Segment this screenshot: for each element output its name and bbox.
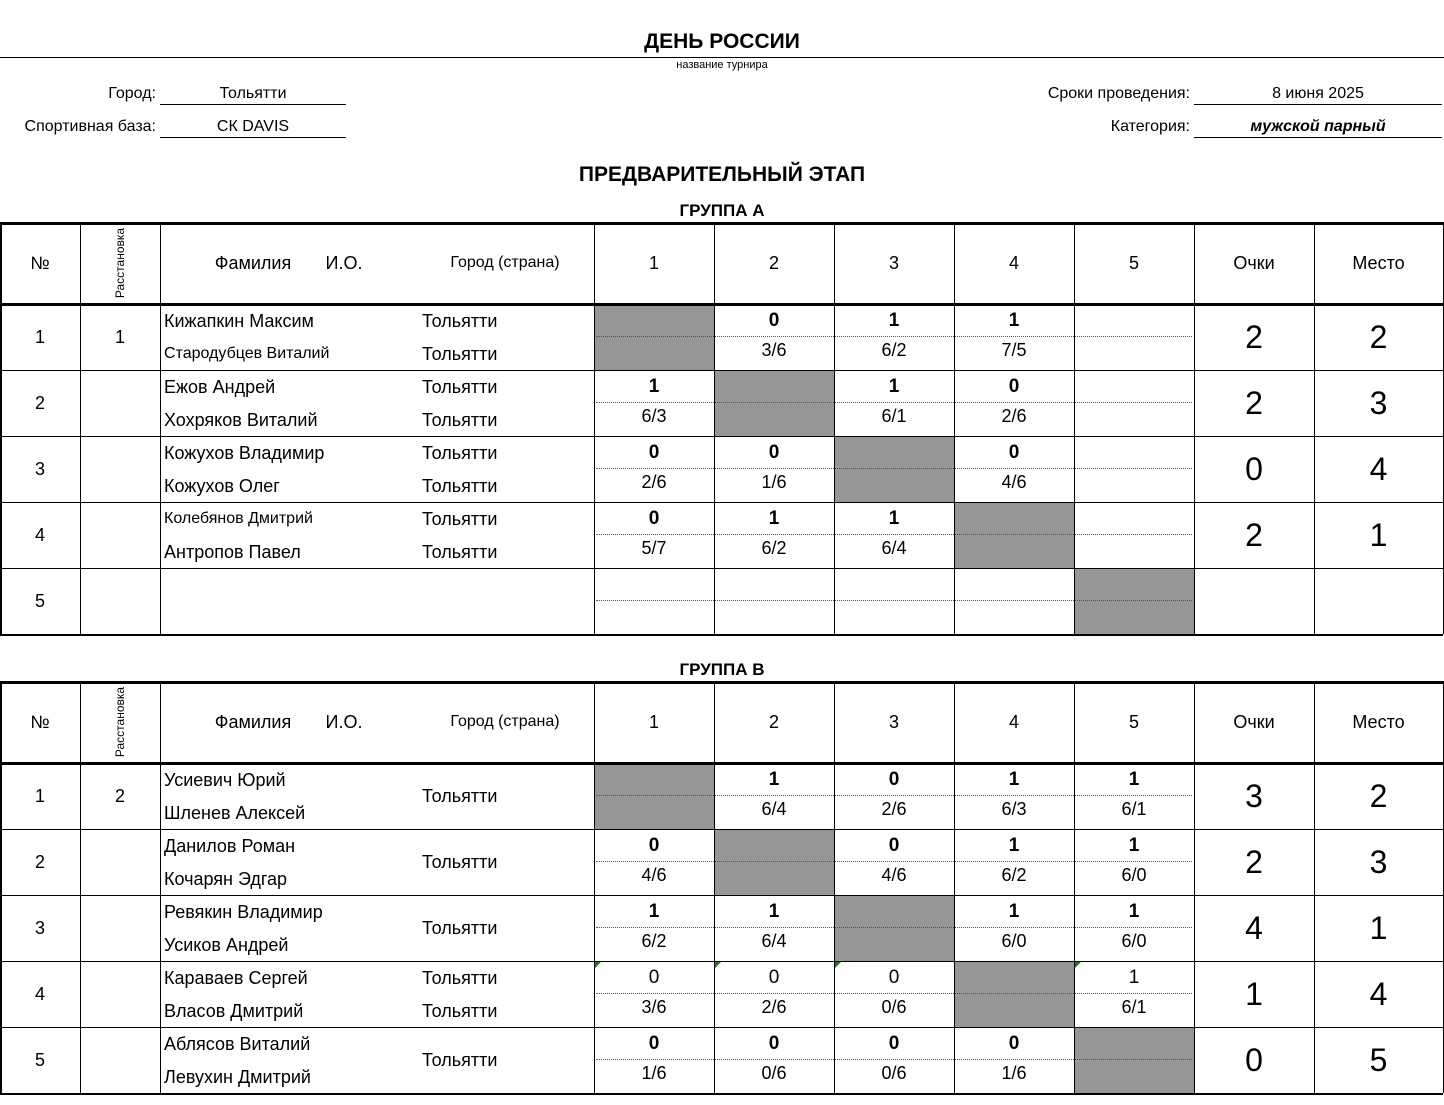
- column-divider: [160, 681, 161, 1093]
- player-2-city: Тольятти: [422, 476, 498, 496]
- match-win-flag: 1: [1128, 967, 1140, 988]
- player-2-name: Левухин Дмитрий: [164, 1067, 311, 1087]
- match-score: 6/0: [1001, 931, 1027, 951]
- row-seed: [80, 436, 160, 502]
- match-win-flag: 0: [1008, 442, 1020, 463]
- row-points: [1194, 568, 1314, 634]
- result-divider: [596, 795, 1192, 796]
- match-win-flag: 1: [1128, 901, 1140, 922]
- player-2-name: Шленев Алексей: [164, 803, 306, 823]
- row-number: 5: [34, 1049, 45, 1070]
- match-score: 7/5: [1001, 340, 1027, 360]
- player-1-city: Тольятти: [422, 377, 498, 397]
- match-score: 0/6: [881, 1063, 907, 1083]
- match-score: 1/6: [641, 1063, 667, 1083]
- col-opponent-header: 5: [1128, 252, 1139, 273]
- match-win-flag: 0: [648, 442, 660, 463]
- result-divider: [596, 600, 1192, 601]
- player-1-name: Кижапкин Максим: [164, 311, 314, 331]
- result-divider: [596, 993, 1192, 994]
- self-match-cell: [834, 895, 954, 961]
- player-1-name: Усиевич Юрий: [164, 770, 286, 790]
- player-1-city: Тольятти: [422, 443, 498, 463]
- cell-comment-marker: [1075, 962, 1081, 968]
- match-score: 6/1: [881, 406, 907, 426]
- match-win-flag: 1: [1128, 835, 1140, 856]
- match-score: 6/2: [881, 340, 907, 360]
- player-2-city: Тольятти: [422, 1001, 498, 1021]
- match-win-flag: 0: [888, 769, 900, 790]
- row-place: 1: [1369, 909, 1388, 946]
- player-1-name: Ревякин Владимир: [164, 902, 323, 922]
- base-label: Спортивная база:: [24, 118, 156, 135]
- col-surname-header: Фамилия: [214, 252, 292, 273]
- match-score: 2/6: [1001, 406, 1027, 426]
- col-opponent-header: 3: [888, 711, 899, 732]
- match-win-flag: 0: [1008, 1033, 1020, 1054]
- match-score: 1/6: [1001, 1063, 1027, 1083]
- match-score: 6/1: [1121, 997, 1147, 1017]
- category-label: Категория:: [1110, 118, 1190, 135]
- row-points: 0: [1245, 450, 1263, 487]
- base-value: СК DAVIS: [160, 117, 346, 138]
- match-win-flag: 0: [768, 310, 780, 331]
- match-score: 4/6: [1001, 472, 1027, 492]
- player-2-name: Кочарян Эдгар: [164, 869, 288, 889]
- match-score: 6/4: [761, 931, 787, 951]
- cell-comment-marker: [595, 962, 601, 968]
- match-score: 3/6: [761, 340, 787, 360]
- player-2-name: Власов Дмитрий: [164, 1001, 304, 1021]
- group-b-title: ГРУППА В: [679, 660, 765, 679]
- player-2-city: Тольятти: [422, 410, 498, 430]
- match-win-flag: 0: [648, 1033, 660, 1054]
- match-score: 1/6: [761, 472, 787, 492]
- match-score: 3/6: [641, 997, 667, 1017]
- row-seed: [80, 895, 160, 961]
- match-win-flag: 1: [1128, 769, 1140, 790]
- col-opponent-header: 1: [648, 252, 659, 273]
- cell-comment-marker: [715, 962, 721, 968]
- self-match-cell: [714, 370, 834, 436]
- row-place: [1314, 568, 1443, 634]
- match-score: 6/3: [1001, 799, 1027, 819]
- col-opponent-header: 4: [1008, 711, 1019, 732]
- pair-city: Тольятти: [422, 918, 498, 938]
- self-match-cell: [594, 304, 714, 370]
- row-seed: [80, 829, 160, 895]
- tournament-title: ДЕНЬ РОССИИ: [644, 30, 800, 53]
- dates-label: Сроки проведения:: [1047, 85, 1190, 102]
- player-2-name: Хохряков Виталий: [164, 410, 318, 430]
- match-win-flag: 0: [768, 1033, 780, 1054]
- match-score: 0/6: [881, 997, 907, 1017]
- row-number: 1: [34, 326, 45, 347]
- col-surname-header: Фамилия: [214, 711, 292, 732]
- row-points: 2: [1245, 516, 1263, 553]
- row-seed: [80, 502, 160, 568]
- match-win-flag: 0: [768, 967, 780, 988]
- row-number: 4: [34, 524, 45, 545]
- row-place: 1: [1369, 516, 1388, 553]
- row-points: 2: [1245, 384, 1263, 421]
- col-points-header: Очки: [1233, 252, 1275, 273]
- column-divider: [160, 222, 161, 634]
- row-number: 4: [34, 983, 45, 1004]
- match-win-flag: 0: [888, 835, 900, 856]
- self-match-cell: [834, 436, 954, 502]
- title-underline: [0, 57, 1444, 58]
- player-1-city: Тольятти: [422, 968, 498, 988]
- col-opponent-header: 4: [1008, 252, 1019, 273]
- result-divider: [596, 927, 1192, 928]
- player-1-name: Кожухов Владимир: [164, 443, 325, 463]
- match-win-flag: 1: [888, 310, 900, 331]
- col-opponent-header: 3: [888, 252, 899, 273]
- col-num-header: №: [30, 252, 50, 273]
- result-divider: [596, 336, 1192, 337]
- row-seed: [80, 961, 160, 1027]
- match-win-flag: 1: [1008, 835, 1020, 856]
- row-points: 3: [1245, 777, 1263, 814]
- match-score: 6/2: [761, 538, 787, 558]
- row-seed: 2: [114, 785, 125, 806]
- match-score: 6/0: [1121, 931, 1147, 951]
- match-win-flag: 0: [648, 835, 660, 856]
- table-bottom-border: [0, 1093, 1443, 1095]
- match-score: 0/6: [761, 1063, 787, 1083]
- match-score: 2/6: [761, 997, 787, 1017]
- col-seed-header: Расстановка: [113, 686, 127, 758]
- row-number: 2: [34, 851, 45, 872]
- player-1-name: Колебянов Дмитрий: [164, 510, 313, 527]
- match-score: 6/1: [1121, 799, 1147, 819]
- match-win-flag: 0: [888, 967, 900, 988]
- self-match-cell: [594, 763, 714, 829]
- col-place-header: Место: [1352, 711, 1405, 732]
- col-points-header: Очки: [1233, 711, 1275, 732]
- player-1-name: Данилов Роман: [164, 836, 296, 856]
- row-seed: [80, 370, 160, 436]
- row-number: 2: [34, 392, 45, 413]
- row-place: 3: [1369, 843, 1388, 880]
- match-score: 2/6: [641, 472, 667, 492]
- match-win-flag: 1: [1008, 310, 1020, 331]
- col-seed-header: Расстановка: [113, 227, 127, 299]
- row-points: 0: [1245, 1041, 1263, 1078]
- col-initials-header: И.О.: [325, 252, 363, 273]
- pair-city: Тольятти: [422, 852, 498, 872]
- match-win-flag: 0: [1008, 376, 1020, 397]
- match-score: 6/3: [641, 406, 667, 426]
- tournament-subtitle: название турнира: [676, 59, 768, 71]
- match-win-flag: 1: [768, 901, 780, 922]
- player-2-city: Тольятти: [422, 344, 498, 364]
- col-place-header: Место: [1352, 252, 1405, 273]
- category-value: мужской парный: [1194, 117, 1442, 138]
- result-divider: [596, 402, 1192, 403]
- col-initials-header: И.О.: [325, 711, 363, 732]
- player-1-name: Аблясов Виталий: [164, 1034, 311, 1054]
- self-match-cell: [1074, 568, 1194, 634]
- match-score: 6/0: [1121, 865, 1147, 885]
- player-2-city: Тольятти: [422, 542, 498, 562]
- row-seed: [80, 1027, 160, 1093]
- dates-value: 8 июня 2025: [1194, 84, 1442, 105]
- match-win-flag: 1: [768, 508, 780, 529]
- match-win-flag: 1: [888, 508, 900, 529]
- row-points: 4: [1245, 909, 1263, 946]
- row-points: 2: [1245, 843, 1263, 880]
- group-a-title: ГРУППА А: [679, 201, 765, 220]
- result-divider: [596, 861, 1192, 862]
- self-match-cell: [1074, 1027, 1194, 1093]
- row-seed: [80, 568, 160, 634]
- match-win-flag: 0: [888, 1033, 900, 1054]
- match-win-flag: 0: [648, 508, 660, 529]
- result-divider: [596, 534, 1192, 535]
- match-win-flag: 1: [768, 769, 780, 790]
- pair-city: Тольятти: [422, 1050, 498, 1070]
- row-seed: 1: [114, 326, 125, 347]
- match-score: 4/6: [641, 865, 667, 885]
- player-2-name: Антропов Павел: [164, 542, 301, 562]
- match-score: 2/6: [881, 799, 907, 819]
- col-opponent-header: 2: [768, 252, 779, 273]
- player-2-name: Усиков Андрей: [164, 935, 289, 955]
- match-win-flag: 1: [1008, 901, 1020, 922]
- row-number: 3: [34, 458, 45, 479]
- match-score: 6/2: [1001, 865, 1027, 885]
- col-opponent-header: 5: [1128, 711, 1139, 732]
- match-score: 4/6: [881, 865, 907, 885]
- row-points: 1: [1245, 975, 1263, 1012]
- col-city-header: Город (страна): [450, 254, 560, 271]
- row-number: 5: [34, 590, 45, 611]
- row-place: 2: [1369, 318, 1388, 355]
- col-opponent-header: 2: [768, 711, 779, 732]
- player-1-city: Тольятти: [422, 311, 498, 331]
- player-1-city: Тольятти: [422, 509, 498, 529]
- match-score: 6/4: [761, 799, 787, 819]
- match-score: 6/4: [881, 538, 907, 558]
- player-2-name: Стародубцев Виталий: [164, 345, 330, 362]
- cell-comment-marker: [835, 962, 841, 968]
- city-label: Город:: [108, 85, 156, 102]
- row-number: 3: [34, 917, 45, 938]
- pair-city: Тольятти: [422, 786, 498, 806]
- stage-title: ПРЕДВАРИТЕЛЬНЫЙ ЭТАП: [578, 163, 866, 186]
- match-win-flag: 0: [648, 967, 660, 988]
- row-points: 2: [1245, 318, 1263, 355]
- match-score: 5/7: [641, 538, 667, 558]
- col-opponent-header: 1: [648, 711, 659, 732]
- self-match-cell: [954, 502, 1074, 568]
- city-value: Тольятти: [160, 84, 346, 105]
- col-num-header: №: [30, 711, 50, 732]
- match-win-flag: 1: [888, 376, 900, 397]
- player-2-name: Кожухов Олег: [164, 476, 280, 496]
- row-number: 1: [34, 785, 45, 806]
- row-place: 3: [1369, 384, 1388, 421]
- self-match-cell: [714, 829, 834, 895]
- row-place: 4: [1369, 975, 1388, 1012]
- result-divider: [596, 468, 1192, 469]
- match-win-flag: 1: [648, 901, 660, 922]
- result-divider: [596, 1059, 1192, 1060]
- row-place: 4: [1369, 450, 1388, 487]
- self-match-cell: [954, 961, 1074, 1027]
- row-place: 2: [1369, 777, 1388, 814]
- player-1-name: Ежов Андрей: [164, 377, 276, 397]
- player-1-name: Караваев Сергей: [164, 968, 308, 988]
- match-win-flag: 1: [648, 376, 660, 397]
- match-score: 6/2: [641, 931, 667, 951]
- col-city-header: Город (страна): [450, 713, 560, 730]
- match-win-flag: 1: [1008, 769, 1020, 790]
- table-bottom-border: [0, 634, 1443, 636]
- row-place: 5: [1369, 1041, 1388, 1078]
- match-win-flag: 0: [768, 442, 780, 463]
